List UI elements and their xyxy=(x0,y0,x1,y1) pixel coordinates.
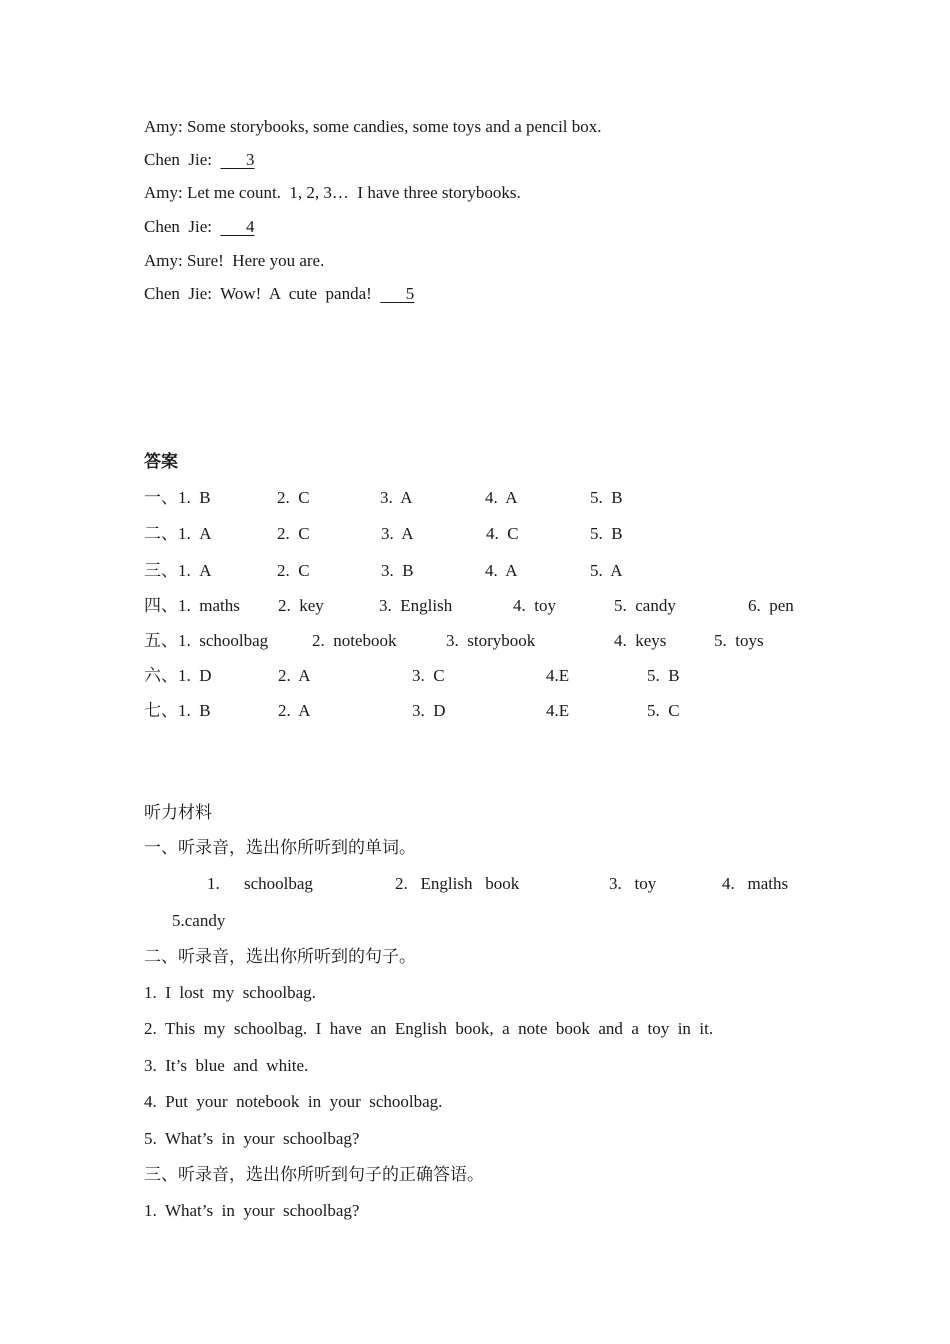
answer-cell: 2. A xyxy=(278,666,311,685)
answer-cell: 5. toys xyxy=(714,631,764,650)
listening-title: 听力材料 xyxy=(144,803,212,822)
answer-cell: 三、1. A xyxy=(144,561,212,580)
answer-cell: 4. A xyxy=(485,488,518,507)
answer-cell: 4. keys xyxy=(614,631,667,650)
answer-cell: 2. C xyxy=(277,561,310,580)
word-item: 5.candy xyxy=(172,911,226,930)
sentence-item: 5. What’s in your schoolbag? xyxy=(144,1129,360,1148)
answer-cell: 2. C xyxy=(277,524,310,543)
answer-blank: 3 xyxy=(220,150,255,169)
answer-cell: 2. key xyxy=(278,596,324,615)
dialogue-text: Chen Jie: xyxy=(144,217,221,236)
dialogue-line-6 xyxy=(144,284,414,304)
answer-cell: 5. B xyxy=(647,666,680,685)
answer-cell: 四、1. maths xyxy=(144,596,240,615)
answer-cell: 2. C xyxy=(277,488,310,507)
answer-blank: 4 xyxy=(220,217,255,236)
sentence-item: 2. This my schoolbag. I have an English book, a note book and a toy in it. xyxy=(144,1019,714,1038)
answer-cell: 六、1. D xyxy=(144,666,212,685)
word-item: 3. toy xyxy=(609,874,657,893)
dialogue-text: Chen Jie: xyxy=(144,150,221,169)
answer-blank: 5 xyxy=(380,284,415,303)
answers-title: 答案 xyxy=(144,452,178,471)
dialogue-line-2 xyxy=(144,150,255,170)
answer-cell: 3. B xyxy=(381,561,414,580)
dialogue-line-1 xyxy=(144,117,602,137)
answer-cell: 6. pen xyxy=(748,596,794,615)
answer-cell: 5. B xyxy=(590,524,623,543)
dialogue-text: Chen Jie: Wow! A cute panda! xyxy=(144,284,381,303)
answer-cell: 2. notebook xyxy=(312,631,397,650)
answer-cell: 4.E xyxy=(546,666,570,685)
dialogue-line-5 xyxy=(144,251,324,271)
answer-cell: 二、1. A xyxy=(144,524,212,543)
section-heading-2: 二、听录音，选出你所听到的句子。 xyxy=(144,947,416,966)
answer-cell: 5. C xyxy=(647,701,680,720)
answer-cell: 3. English xyxy=(379,596,453,615)
answer-cell: 4. toy xyxy=(513,596,556,615)
section-heading-3: 三、听录音，选出你所听到句子的正确答语。 xyxy=(144,1165,484,1184)
answer-cell: 5. candy xyxy=(614,596,676,615)
word-item: 1. xyxy=(207,874,220,893)
section-heading-1: 一、听录音，选出你所听到的单词。 xyxy=(144,838,416,857)
answer-cell: 3. C xyxy=(412,666,445,685)
word-item: schoolbag xyxy=(244,874,313,893)
dialogue-text: Amy: Some storybooks, some candies, some toys and a pencil box. xyxy=(144,117,602,136)
answer-cell: 3. D xyxy=(412,701,446,720)
answer-cell: 3. storybook xyxy=(446,631,536,650)
answer-cell: 5. A xyxy=(590,561,623,580)
answer-cell: 五、1. schoolbag xyxy=(144,631,269,650)
sentence-item: 1. What’s in your schoolbag? xyxy=(144,1201,360,1220)
answer-cell: 4.E xyxy=(546,701,570,720)
dialogue-line-4 xyxy=(144,217,255,237)
answer-cell: 2. A xyxy=(278,701,311,720)
answer-cell: 3. A xyxy=(381,524,414,543)
sentence-item: 3. It’s blue and white. xyxy=(144,1056,309,1075)
dialogue-text: Amy: Sure! Here you are. xyxy=(144,251,325,270)
dialogue-line-3 xyxy=(144,183,521,203)
word-item: 2. English book xyxy=(395,874,520,893)
answer-cell: 3. A xyxy=(380,488,413,507)
dialogue-text: Amy: Let me count. 1, 2, 3… I have three storybooks. xyxy=(144,183,521,202)
answer-cell: 七、1. B xyxy=(144,701,211,720)
answer-cell: 一、1. B xyxy=(144,488,211,507)
answer-cell: 4. A xyxy=(485,561,518,580)
word-item: 4. maths xyxy=(722,874,789,893)
answer-cell: 5. B xyxy=(590,488,623,507)
sentence-item: 1. I lost my schoolbag. xyxy=(144,983,316,1002)
sentence-item: 4. Put your notebook in your schoolbag. xyxy=(144,1092,443,1111)
answer-cell: 4. C xyxy=(486,524,519,543)
